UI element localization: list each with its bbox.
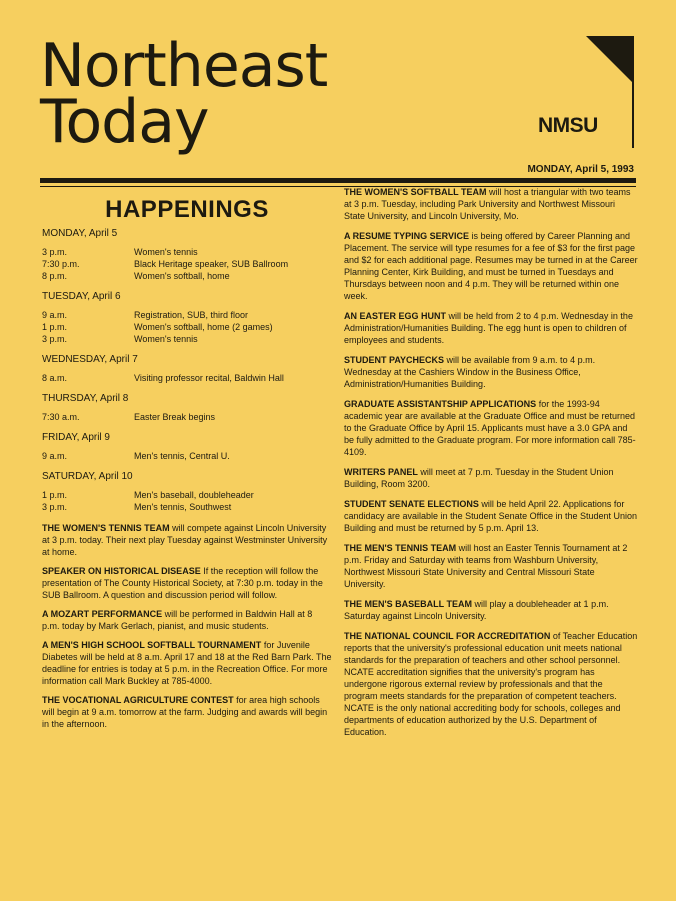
news-item-body: will meet at 7 p.m. Tuesday in the Student Union Building, Room 3200. (344, 467, 614, 489)
event-row (42, 450, 332, 462)
event-time: 3 p.m. (42, 247, 68, 257)
day-block (42, 471, 332, 513)
day-block (42, 432, 332, 462)
event-description: Registration, SUB, third floor (134, 310, 249, 320)
news-item-body: for the 1993-94 academic year are available at the Graduate Office and must be returned to the Graduate Office by April 15. Applicants must have a 3.0 GPA and be fully admitted to the Graduate program. For more information call 785-4109. (344, 399, 636, 457)
event-description: Women's softball, home (2 games) (134, 322, 273, 332)
event-time: 8 a.m. (42, 373, 68, 383)
nmsu-logo (538, 36, 634, 148)
day-block (42, 354, 332, 384)
day-block (42, 291, 332, 345)
event-description: Men's tennis, Central U. (134, 451, 230, 461)
news-item (344, 186, 638, 222)
news-item-lead: STUDENT SENATE ELECTIONS (344, 499, 479, 509)
happenings-calendar (42, 228, 332, 513)
logo-triangle-icon (586, 36, 634, 84)
news-item-body: will be held April 22. Applications for candidacy are available in the Student Senate Office in the Student Union Building and must be returned by 5 p.m. April 13. (344, 499, 638, 533)
masthead-title-line2: Today (40, 87, 209, 157)
event-time: 3 p.m. (42, 502, 68, 512)
day-heading: WEDNESDAY, April 7 (42, 354, 138, 365)
event-row (42, 372, 332, 384)
event-row (42, 411, 332, 423)
news-item (344, 354, 638, 390)
event-row (42, 501, 332, 513)
news-item-body: of Teacher Education reports that the university's professional education unit meets national standards for the preparation of teachers and other school personnel. NCATE accreditation signifies that the university's program has undergone rigorous external review by professionals and that the program meets standards for the preparation of competent teachers. NCATE is the only national accrediting body for schools, colleges and departments of education authorized by the U.S. Department of Education. (344, 631, 638, 737)
news-item-body: will be held from 2 to 4 p.m. Wednesday in the Administration/Humanities Building. The egg hunt is open to children of employees and students. (344, 311, 633, 345)
event-time: 9 a.m. (42, 310, 68, 320)
news-item-body: will be available from 9 a.m. to 4 p.m. Wednesday at the Cashiers Window in the Business Office, Administration/Humanities Building. (344, 355, 596, 389)
news-item-lead: A MEN'S HIGH SCHOOL SOFTBALL TOURNAMENT (42, 640, 262, 650)
news-item (344, 398, 638, 458)
news-item-body: will compete against Lincoln University at 3 p.m. today. Their next play Tuesday against Westminster University at home. (42, 523, 328, 557)
news-item-lead: THE VOCATIONAL AGRICULTURE CONTEST (42, 695, 234, 705)
news-item (344, 498, 638, 534)
news-item-lead: THE NATIONAL COUNCIL FOR ACCREDITATION (344, 631, 551, 641)
event-description: Black Heritage speaker, SUB Ballroom (134, 259, 289, 269)
news-item (42, 694, 332, 730)
news-item (344, 466, 638, 490)
event-row (42, 309, 332, 321)
news-item-body: will play a doubleheader at 1 p.m. Saturday against Lincoln University. (344, 599, 609, 621)
day-heading: FRIDAY, April 9 (42, 432, 110, 443)
event-time: 9 a.m. (42, 451, 68, 461)
day-block (42, 393, 332, 423)
right-column (344, 186, 638, 746)
news-item (42, 565, 332, 601)
day-heading: THURSDAY, April 8 (42, 393, 129, 404)
news-item-lead: THE MEN'S TENNIS TEAM (344, 543, 457, 553)
event-row (42, 246, 332, 258)
news-item-body: will host a triangular with two teams at 3 p.m. Tuesday, including Park University and Northwest Missouri State University, and Lincoln University, Mo. (344, 187, 631, 221)
left-column (42, 196, 332, 737)
news-item (344, 630, 638, 738)
event-time: 1 p.m. (42, 322, 68, 332)
happenings-title: HAPPENINGS (105, 196, 269, 223)
news-item (344, 230, 638, 302)
day-heading: SATURDAY, April 10 (42, 471, 133, 482)
news-item-lead: GRADUATE ASSISTANTSHIP APPLICATIONS (344, 399, 537, 409)
left-articles (42, 522, 332, 730)
event-time: 8 p.m. (42, 271, 68, 281)
event-row (42, 489, 332, 501)
news-item-body: If the reception will follow the presentation of The County Historical Society, at 7:30 p.m. today in the SUB Ballroom. A question and discussion period will follow. (42, 566, 323, 600)
news-item-body: will host an Easter Tennis Tournament at 2 p.m. Friday and Saturday with teams from Washburn University, Northwest Missouri State University and Central Missouri State University. (344, 543, 628, 589)
right-articles (344, 186, 638, 738)
event-time: 1 p.m. (42, 490, 68, 500)
event-row (42, 321, 332, 333)
event-row (42, 333, 332, 345)
news-item-lead: THE WOMEN'S SOFTBALL TEAM (344, 187, 487, 197)
news-item-lead: SPEAKER ON HISTORICAL DISEASE (42, 566, 201, 576)
day-heading: MONDAY, April 5 (42, 228, 118, 239)
issue-date: MONDAY, April 5, 1993 (527, 164, 634, 175)
masthead-rule-thick (40, 178, 636, 183)
news-item (42, 522, 332, 558)
news-item-lead: THE WOMEN'S TENNIS TEAM (42, 523, 170, 533)
event-time: 7:30 a.m. (42, 412, 80, 422)
news-item-body: for Juvenile Diabetes will be held at 8 a.m. April 17 and 18 at the Red Barn Park. The deadline for entries is today at 5 p.m. in the Recreation Office. For more information call Mark Buckley at 785-4000. (42, 640, 332, 686)
logo-text: NMSU (538, 114, 598, 137)
news-item (344, 542, 638, 590)
news-item-lead: THE MEN'S BASEBALL TEAM (344, 599, 472, 609)
event-description: Women's softball, home (134, 271, 230, 281)
event-description: Visiting professor recital, Baldwin Hall (134, 373, 284, 383)
day-heading: TUESDAY, April 6 (42, 291, 121, 302)
news-item-body: is being offered by Career Planning and Placement. The service will type resumes for a fee of $3 for the first page and $2 for each additional page. Resumes may be turned in at the Career Planning Center, Kirk Building, and must be turned in Tuesdays and Thursdays between noon and 4 p.m. They will be returned within one week. (344, 231, 638, 301)
event-description: Men's tennis, Southwest (134, 502, 232, 512)
logo-vertical-rule (632, 36, 634, 148)
day-block (42, 228, 332, 282)
event-description: Women's tennis (134, 247, 198, 257)
news-item-lead: A RESUME TYPING SERVICE (344, 231, 470, 241)
news-item (42, 608, 332, 632)
event-time: 7:30 p.m. (42, 259, 80, 269)
news-item-lead: AN EASTER EGG HUNT (344, 311, 447, 321)
event-row (42, 270, 332, 282)
event-description: Easter Break begins (134, 412, 216, 422)
masthead-title-line1: Northeast (40, 31, 328, 101)
news-item (42, 639, 332, 687)
event-description: Women's tennis (134, 334, 198, 344)
event-description: Men's baseball, doubleheader (134, 490, 254, 500)
masthead-title (40, 31, 328, 157)
news-item-body: for area high schools will begin at 9 a.m. tomorrow at the farm. Judging and awards will begin in the afternoon. (42, 695, 328, 729)
news-item-lead: WRITERS PANEL (344, 467, 418, 477)
event-time: 3 p.m. (42, 334, 68, 344)
news-item (344, 310, 638, 346)
event-row (42, 258, 332, 270)
news-item (344, 598, 638, 622)
news-item-body: will be performed in Baldwin Hall at 8 p.m. today by Mark Gerlach, pianist, and music students. (42, 609, 313, 631)
news-item-lead: A MOZART PERFORMANCE (42, 609, 163, 619)
news-item-lead: STUDENT PAYCHECKS (344, 355, 445, 365)
